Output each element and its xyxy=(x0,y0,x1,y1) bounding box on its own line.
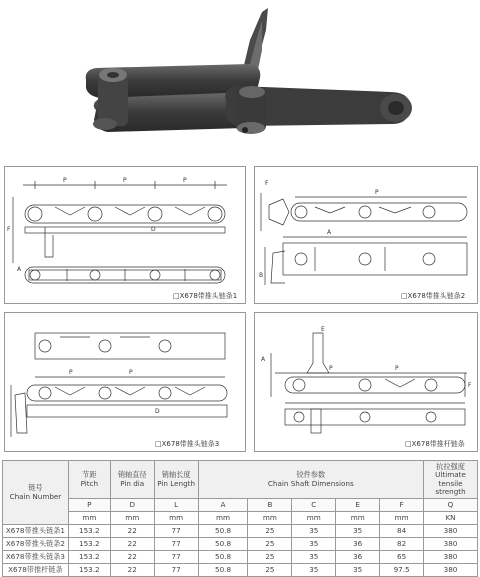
diagram-caption-2: □X678带推头链条2 xyxy=(401,292,466,300)
diagram-caption-1: □X678带推头链条1 xyxy=(173,292,238,300)
row-name: X678带推头链条3 xyxy=(3,551,69,564)
table-cell: 22 xyxy=(110,551,154,564)
unit-cell: mm xyxy=(248,512,292,525)
table-cell: 97.5 xyxy=(380,564,424,577)
chain-product-photo xyxy=(0,0,480,158)
header-pitch xyxy=(68,461,110,499)
row-name: X678带推杆链条 xyxy=(3,564,69,577)
header-pitch-en: Pitch xyxy=(80,478,99,488)
header-pindia-en: Pin dia xyxy=(120,478,145,488)
table-cell: 22 xyxy=(110,538,154,551)
table-cell: 153.2 xyxy=(68,538,110,551)
table-cell: 380 xyxy=(424,538,478,551)
dim-label-f-2: F xyxy=(265,180,269,187)
table-cell: 35 xyxy=(292,538,336,551)
header-shaft-dimensions xyxy=(198,461,423,499)
header-chain-en: Chain Number xyxy=(9,491,62,501)
table-cell: 65 xyxy=(380,551,424,564)
table-row xyxy=(3,525,478,538)
symbol-cell: F xyxy=(380,499,424,512)
table-header-row xyxy=(3,461,478,499)
table-cell: 380 xyxy=(424,564,478,577)
unit-cell: mm xyxy=(110,512,154,525)
row-name: X678带推头链条2 xyxy=(3,538,69,551)
unit-cell: mm xyxy=(336,512,380,525)
table-cell: 153.2 xyxy=(68,564,110,577)
dim-label-f-1: F xyxy=(7,226,11,233)
diagram-drawing-3 xyxy=(5,313,245,451)
table-cell: 50.8 xyxy=(198,525,248,538)
unit-cell: mm xyxy=(380,512,424,525)
table-cell: 35 xyxy=(292,564,336,577)
table-cell: 380 xyxy=(424,551,478,564)
table-cell: 77 xyxy=(154,564,198,577)
table-cell: 25 xyxy=(248,538,292,551)
unit-row xyxy=(3,512,478,525)
diagram-caption-4: □X678带推杆链条 xyxy=(405,440,465,448)
table-cell: 153.2 xyxy=(68,525,110,538)
dim-label-p-1a: P xyxy=(63,177,67,184)
table-cell: 153.2 xyxy=(68,551,110,564)
unit-cell: mm xyxy=(292,512,336,525)
table-cell: 36 xyxy=(336,538,380,551)
table-cell: 50.8 xyxy=(198,538,248,551)
dim-label-a-2: A xyxy=(327,229,332,236)
symbol-cell: D xyxy=(110,499,154,512)
dim-label-p-3a: P xyxy=(69,369,73,376)
table-cell: 380 xyxy=(424,525,478,538)
table-cell: 50.8 xyxy=(198,551,248,564)
diagram-caption-3: □X678带推头链条3 xyxy=(155,440,220,448)
unit-cell: mm xyxy=(198,512,248,525)
table-row xyxy=(3,564,478,577)
unit-cell: KN xyxy=(424,512,478,525)
diagram-drawing-4 xyxy=(255,313,477,451)
header-chain-number xyxy=(3,461,69,525)
table-cell: 35 xyxy=(336,525,380,538)
symbol-cell: L xyxy=(154,499,198,512)
table-cell: 35 xyxy=(292,525,336,538)
dim-label-p-1b: P xyxy=(123,177,127,184)
table-cell: 35 xyxy=(292,551,336,564)
table-cell: 77 xyxy=(154,551,198,564)
header-strength-cn: 抗拉强度 xyxy=(436,461,465,471)
table-row xyxy=(3,538,478,551)
header-pin-dia xyxy=(110,461,154,499)
symbol-cell: A xyxy=(198,499,248,512)
diagram-drawing-2 xyxy=(255,167,477,303)
table-cell: 25 xyxy=(248,525,292,538)
dim-label-e-4: E xyxy=(321,326,325,333)
dim-label-p-2: P xyxy=(375,189,379,196)
row-name: X678带推头链条1 xyxy=(3,525,69,538)
table-cell: 22 xyxy=(110,525,154,538)
unit-cell: mm xyxy=(154,512,198,525)
table-cell: 35 xyxy=(336,564,380,577)
symbol-cell: E xyxy=(336,499,380,512)
dim-label-a-1: A xyxy=(17,266,22,273)
header-pinlen-en: Pin Length xyxy=(157,478,196,488)
table-cell: 25 xyxy=(248,564,292,577)
header-strength xyxy=(424,461,478,499)
diagram-panel-1 xyxy=(4,166,246,304)
table-cell: 77 xyxy=(154,538,198,551)
unit-cell: mm xyxy=(68,512,110,525)
table-row xyxy=(3,551,478,564)
dim-label-p-4a: P xyxy=(329,365,333,372)
table-cell: 84 xyxy=(380,525,424,538)
header-shaft-en: Chain Shaft Dimensions xyxy=(267,478,354,488)
dim-label-p-1c: P xyxy=(183,177,187,184)
dim-label-p-4b: P xyxy=(395,365,399,372)
chain-photo-illustration xyxy=(0,0,480,158)
diagram-panel-4 xyxy=(254,312,478,452)
header-strength-en: Ultimate tensile strength xyxy=(435,470,466,496)
dim-label-a-4: A xyxy=(261,356,266,363)
table-cell: 22 xyxy=(110,564,154,577)
symbol-cell: B xyxy=(248,499,292,512)
symbol-cell: C xyxy=(292,499,336,512)
table-cell: 36 xyxy=(336,551,380,564)
diagram-panel-3 xyxy=(4,312,246,452)
diagram-drawing-1 xyxy=(5,167,245,303)
dim-label-f-4: F xyxy=(468,382,472,389)
symbol-row xyxy=(3,499,478,512)
dim-label-d-1: D xyxy=(151,226,156,233)
table-cell: 82 xyxy=(380,538,424,551)
header-pinlen-cn: 销轴长度 xyxy=(161,470,191,480)
table-cell: 77 xyxy=(154,525,198,538)
symbol-cell: P xyxy=(68,499,110,512)
header-chain-cn: 链号 xyxy=(28,483,43,493)
diagram-panel-2 xyxy=(254,166,478,304)
header-pindia-cn: 销轴直径 xyxy=(117,470,147,480)
spec-table xyxy=(2,460,478,577)
dim-label-p-3b: P xyxy=(129,369,133,376)
dim-label-d-3: D xyxy=(155,408,160,415)
dim-label-b-2: B xyxy=(259,272,264,279)
table-cell: 50.8 xyxy=(198,564,248,577)
header-shaft-cn: 铰件参数 xyxy=(296,470,326,480)
header-pin-length xyxy=(154,461,198,499)
table-cell: 25 xyxy=(248,551,292,564)
symbol-cell: Q xyxy=(424,499,478,512)
header-pitch-cn: 节距 xyxy=(82,470,97,480)
